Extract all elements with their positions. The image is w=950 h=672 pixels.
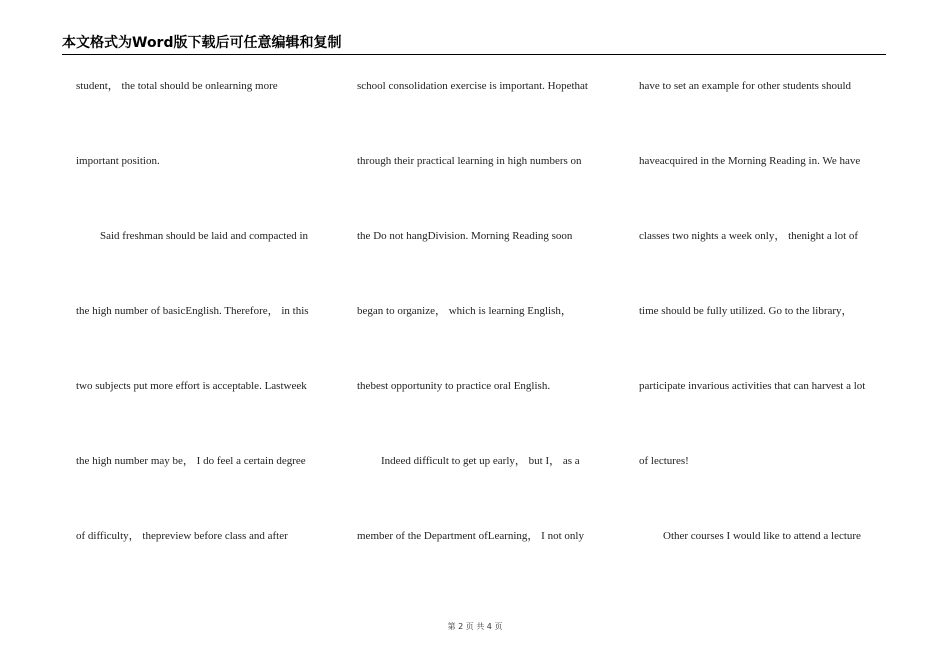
text-line: began to organize， which is learning English，	[357, 305, 572, 317]
text-line: the high number of basicEnglish. Therefore， in this	[76, 305, 309, 317]
text-line: classes two nights a week only， thenight a lot of	[639, 230, 859, 242]
text-line: through their practical learning in high numbers on	[357, 155, 582, 167]
text-line: Indeed difficult to get up early， but I， as a	[381, 455, 580, 467]
text-line: student， the total should be onlearning more	[76, 80, 278, 92]
text-line: thebest opportunity to practice oral English.	[357, 380, 551, 392]
page-header	[62, 34, 886, 55]
text-line: two subjects put more effort is acceptable. Lastweek	[76, 380, 307, 392]
text-line: Said freshman should be laid and compacted in	[100, 230, 309, 242]
text-line: important position.	[76, 155, 160, 167]
text-line: of lectures!	[639, 455, 689, 467]
text-line: participate invarious activities that can harvest a lot	[639, 380, 866, 392]
text-line: Other courses I would like to attend a lecture	[663, 530, 861, 542]
text-line: have to set an example for other students should	[639, 80, 852, 92]
text-line: member of the Department ofLearning， I not only	[357, 530, 584, 542]
header-title: 本文格式为Word版下载后可任意编辑和复制	[62, 35, 342, 51]
text-line: time should be fully utilized. Go to the library，	[639, 305, 853, 317]
text-line: of difficulty， thepreview before class and after	[76, 530, 288, 542]
text-line: school consolidation exercise is important. Hopethat	[357, 80, 588, 92]
text-line: the high number may be， I do feel a certain degree	[76, 455, 306, 467]
page-number-footer: 第 2 页 共 4 页	[447, 622, 503, 631]
text-line: the Do not hangDivision. Morning Reading soon	[357, 230, 573, 242]
text-line: haveacquired in the Morning Reading in. We have	[639, 155, 861, 167]
